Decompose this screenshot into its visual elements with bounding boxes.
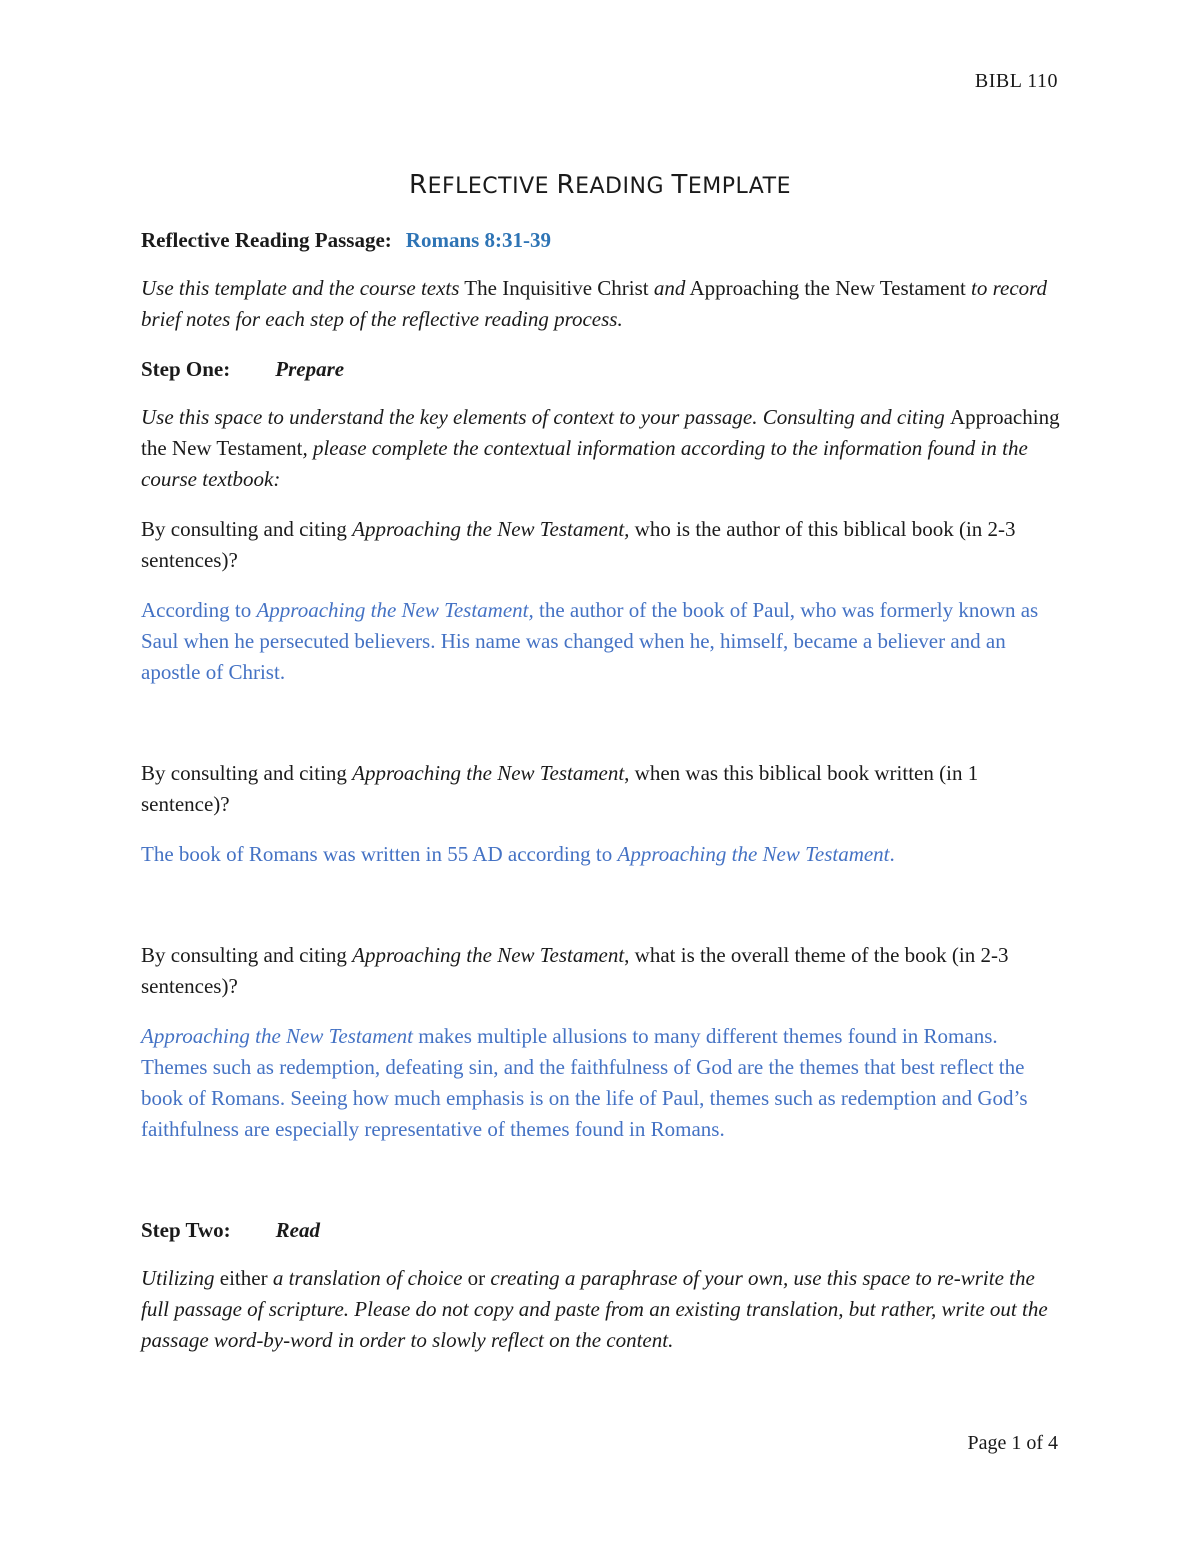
passage-value: Romans 8:31-39	[405, 228, 552, 252]
intro-paragraph: Use this template and the course texts The Inquisitive Christ and Approaching the New Testament to record brief notes for each step of the reflective reading process.	[141, 276, 1048, 331]
step-one-instructions: Use this space to understand the key elements of context to your passage. Consulting and citing Approaching the New Testament, please complete the contextual information according to the information found in the course textbook:	[141, 405, 1060, 491]
answer-author: According to Approaching the New Testament, the author of the book of Paul, who was formerly known as Saul when he persecuted believers. His name was changed when he, himself, became a believer and an apostle of Christ.	[141, 598, 1039, 684]
course-code-header: BIBL 110	[974, 70, 1058, 92]
document-title: REFLECTIVE READING TEMPLATE	[409, 170, 791, 200]
question-date: By consulting and citing Approaching the New Testament, when was this biblical book written (in 1 sentence)?	[141, 761, 979, 816]
question-author: By consulting and citing Approaching the New Testament, who is the author of this biblical book (in 2-3 sentences)?	[141, 517, 1016, 572]
step-two-heading: Step Two: Read	[141, 1218, 320, 1242]
step-two-instructions: Utilizing either a translation of choice or creating a paraphrase of your own, use this space to re-write the full passage of scripture. Please do not copy and paste from an existing translation, but rather, write out the passage word-by-word in order to slowly reflect on the content.	[141, 1266, 1048, 1352]
step-one-heading: Step One: Prepare	[141, 357, 345, 381]
answer-theme: Approaching the New Testament makes multiple allusions to many different themes found in Romans. Themes such as redemption, defeating sin, and the faithfulness of God are the themes that best reflect the book of Romans. Seeing how much emphasis is on the life of Paul, themes such as redemption and God’s faithfulness are especially representative of themes found in Romans.	[141, 1024, 1028, 1141]
answer-date: The book of Romans was written in 55 AD according to Approaching the New Testament.	[141, 842, 895, 866]
document-body	[141, 225, 1061, 1356]
question-theme: By consulting and citing Approaching the New Testament, what is the overall theme of the book (in 2-3 sentences)?	[141, 943, 1009, 998]
passage-label: Reflective Reading Passage:	[141, 228, 392, 252]
passage-line	[141, 225, 1061, 256]
page-number: Page 1 of 4	[967, 1432, 1058, 1454]
